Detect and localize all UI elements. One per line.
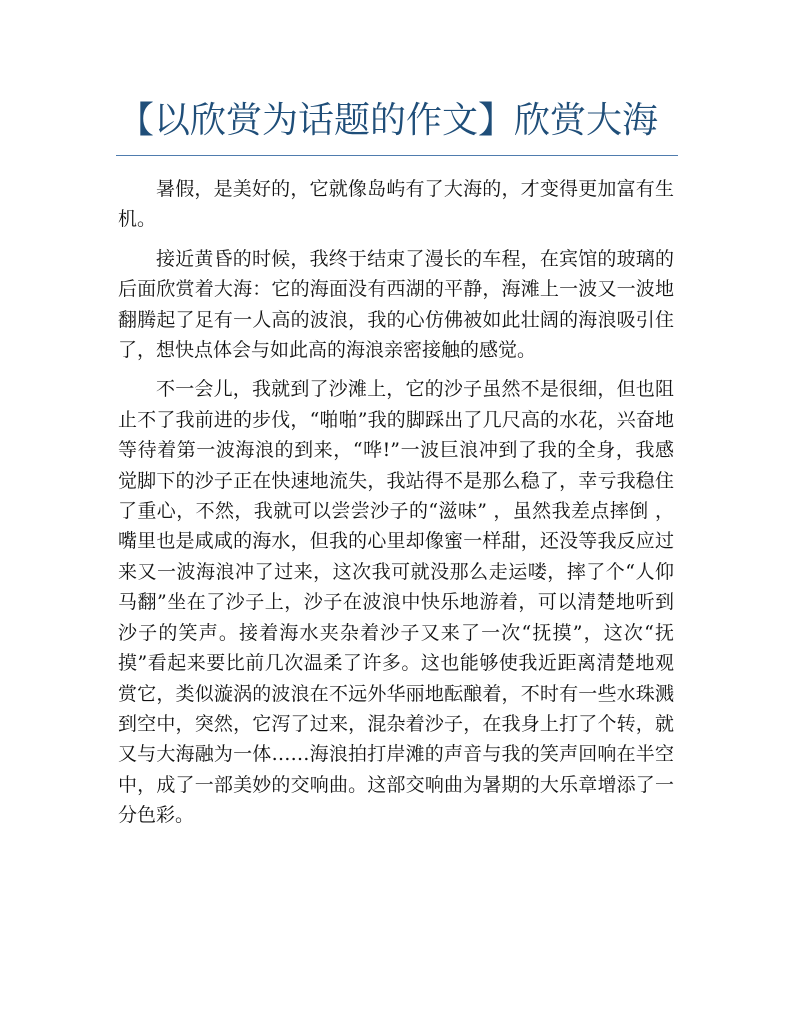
paragraph-2: 接近黄昏的时候，我终于结束了漫长的车程，在宾馆的玻璃的后面欣赏着大海：它的海面没有西湖的平静，海滩上一波又一波地翻腾起了足有一人高的波浪，我的心仿佛被如此壮阔的海浪吸引住了，想快点体会与如此高的海浪亲密接触的感觉。 [118, 247, 674, 362]
paragraph-1: 暑假，是美好的，它就像岛屿有了大海的，才变得更加富有生机。 [118, 178, 674, 231]
document-title: 【以欣赏为话题的作文】欣赏大海 [118, 100, 659, 141]
document-body [118, 174, 674, 831]
title-underline-divider [116, 155, 678, 156]
paragraph-3: 不一会儿，我就到了沙滩上，它的沙子虽然不是很细，但也阻止不了我前进的步伐，“啪啪”我的脚踩出了几尺高的水花，兴奋地等待着第一波海浪的到来，“哗!”一波巨浪冲到了我的全身，我感觉脚下的沙子正在快速地流失，我站得不是那么稳了，幸亏我稳住了重心，不然，我就可以尝尝沙子的“滋味” ，虽然我差点摔倒 ，嘴里也是咸咸的海水，但我的心里却像蜜一样甜，还没等我反应过来又一波海浪冲了过来，这次我可就没那么走运喽，摔了个“人仰马翻”坐在了沙子上，沙子在波浪中快乐地游着，可以清楚地听到沙子的笑声。接着海水夹杂着沙子又来了一次“抚摸”，这次“抚摸”看起来要比前几次温柔了许多。这也能够使我近距离清楚地观赏它，类似漩涡的波浪在不远外华丽地酝酿着，不时有一些水珠溅到空中，突然，它泻了过来，混杂着沙子，在我身上打了个转，就又与大海融为一体……海浪拍打岸滩的声音与我的笑声回响在半空中，成了一部美妙的交响曲。这部交响曲为暑期的大乐章增添了一分色彩。 [118, 378, 674, 827]
